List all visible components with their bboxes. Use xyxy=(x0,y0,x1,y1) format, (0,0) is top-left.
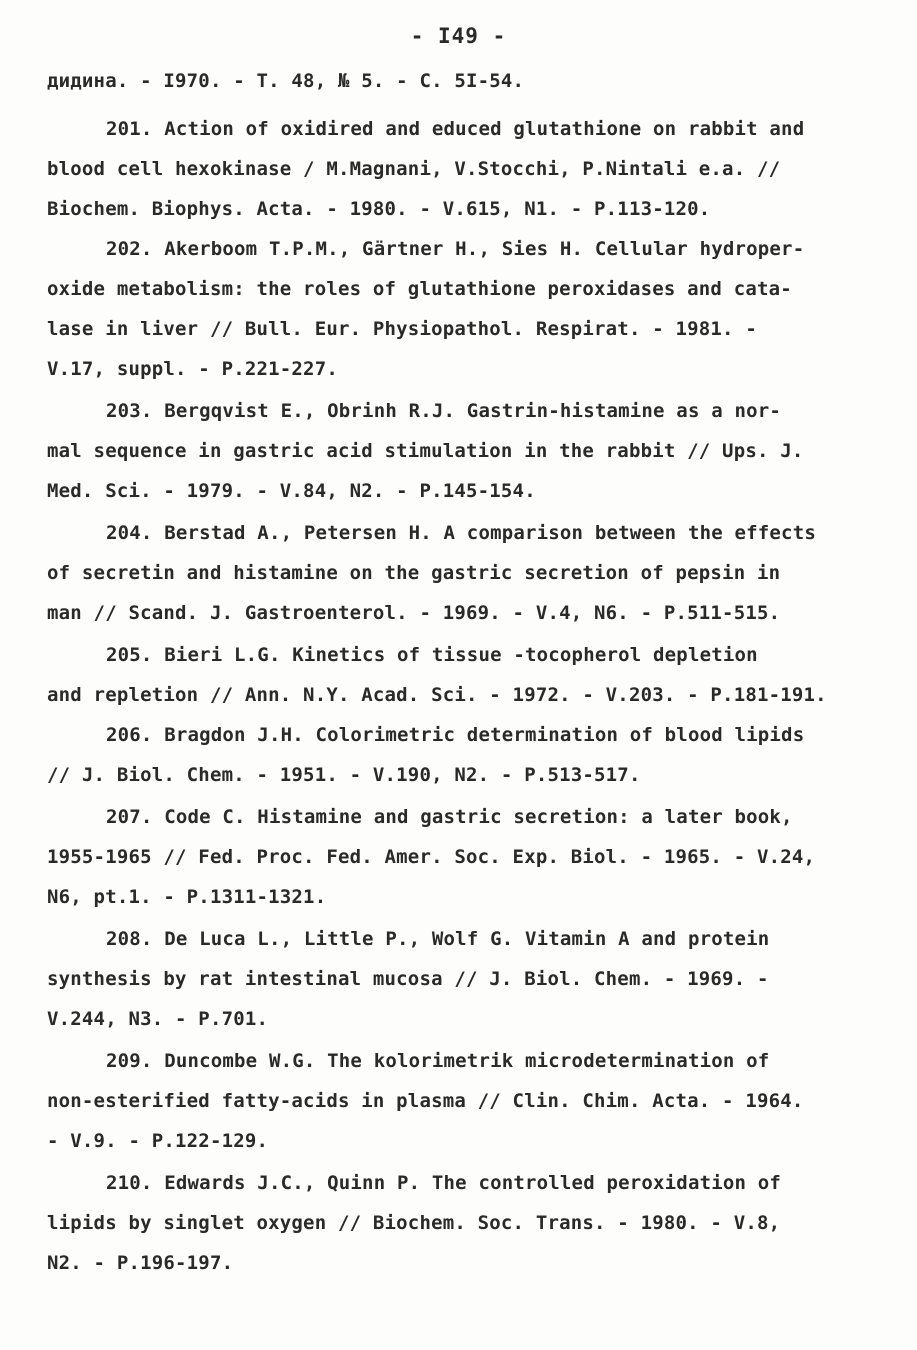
text-line: дидина. - I970. - Т. 48, № 5. - С. 5I-54. xyxy=(47,70,525,92)
reference-202-line-4: V.17, suppl. - P.221-227. xyxy=(47,358,338,380)
reference-204-line-1: 204. Berstad A., Petersen H. A comparison between the effects xyxy=(106,522,816,544)
reference-201-line-2: blood cell hexokinase / M.Magnani, V.Stocchi, P.Nintali e.a. // xyxy=(47,158,781,180)
reference-202-line-3: lase in liver // Bull. Eur. Physiopathol. Respirat. - 1981. - xyxy=(47,318,757,340)
reference-209-line-1: 209. Duncombe W.G. The kolorimetrik microdetermination of xyxy=(106,1050,770,1072)
reference-206-line-1: 206. Bragdon J.H. Colorimetric determination of blood lipids xyxy=(106,724,805,746)
reference-201-line-3: Biochem. Biophys. Acta. - 1980. - V.615, N1. - P.113-120. xyxy=(47,198,711,220)
reference-210-line-1: 210. Edwards J.C., Quinn P. The controlled peroxidation of xyxy=(106,1172,782,1194)
page-number: - I49 - xyxy=(410,24,507,48)
reference-202-line-1: 202. Akerboom T.P.M., Gärtner H., Sies H. Cellular hydroper- xyxy=(106,238,805,260)
reference-204-line-3: man // Scand. J. Gastroenterol. - 1969. - V.4, N6. - P.511-515. xyxy=(47,602,781,624)
reference-210-line-2: lipids by singlet oxygen // Biochem. Soc. Trans. - 1980. - V.8, xyxy=(47,1212,781,1234)
reference-209-line-3: - V.9. - P.122-129. xyxy=(47,1130,269,1152)
reference-205-line-1: 205. Bieri L.G. Kinetics of tissue -tocopherol depletion xyxy=(106,644,758,666)
reference-210-line-3: N2. - P.196-197. xyxy=(47,1252,234,1274)
reference-207-line-2: 1955-1965 // Fed. Proc. Fed. Amer. Soc. Exp. Biol. - 1965. - V.24, xyxy=(47,846,816,868)
reference-202-line-2: oxide metabolism: the roles of glutathione peroxidases and cata- xyxy=(47,278,792,300)
reference-208-line-2: synthesis by rat intestinal mucosa // J. Biol. Chem. - 1969. - xyxy=(47,968,769,990)
reference-207-line-1: 207. Code C. Histamine and gastric secretion: a later book, xyxy=(106,806,793,828)
reference-208-line-3: V.244, N3. - P.701. xyxy=(47,1008,269,1030)
reference-201-line-1: 201. Action of oxidired and educed glutathione on rabbit and xyxy=(106,118,805,140)
reference-207-line-3: N6, pt.1. - P.1311-1321. xyxy=(47,886,327,908)
reference-206-line-2: // J. Biol. Chem. - 1951. - V.190, N2. - P.513-517. xyxy=(47,764,641,786)
reference-208-line-1: 208. De Luca L., Little P., Wolf G. Vitamin A and protein xyxy=(106,928,770,950)
reference-205-line-2: and repletion // Ann. N.Y. Acad. Sci. - 1972. - V.203. - P.181-191. xyxy=(47,684,827,706)
reference-209-line-2: non-esterified fatty-acids in plasma // Clin. Chim. Acta. - 1964. xyxy=(47,1090,804,1112)
reference-204-line-2: of secretin and histamine on the gastric secretion of pepsin in xyxy=(47,562,781,584)
reference-203-line-3: Med. Sci. - 1979. - V.84, N2. - P.145-154. xyxy=(47,480,536,502)
reference-203-line-2: mal sequence in gastric acid stimulation in the rabbit // Ups. J. xyxy=(47,440,804,462)
reference-203-line-1: 203. Bergqvist E., Obrinh R.J. Gastrin-histamine as a nor- xyxy=(106,400,782,422)
